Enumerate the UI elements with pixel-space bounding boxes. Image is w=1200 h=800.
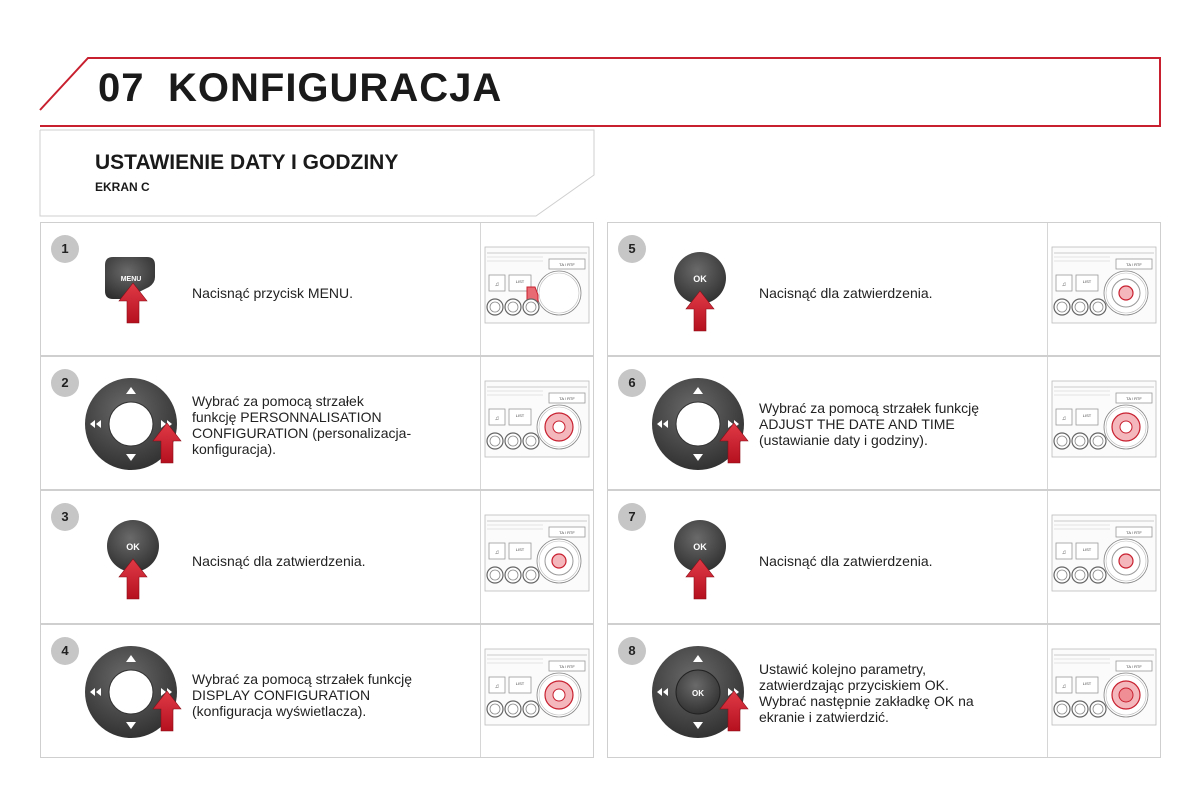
- svg-text:♫: ♫: [1061, 416, 1067, 422]
- svg-text:♫: ♫: [1061, 282, 1067, 288]
- step-card-7: [607, 490, 1161, 624]
- arrow-pad-ok-icon: [648, 635, 758, 749]
- divider: [1047, 491, 1048, 623]
- ok-button-icon: [81, 501, 191, 615]
- svg-text:LIST: LIST: [1082, 413, 1092, 418]
- svg-text:♫: ♫: [1061, 684, 1067, 690]
- step-card-4: [40, 624, 594, 758]
- step-number-badge: 8: [618, 637, 646, 665]
- arrow-pad-icon: [81, 635, 191, 749]
- arrow-pad-icon: [648, 367, 758, 481]
- menu-button-icon: [81, 233, 191, 347]
- step-instruction: Ustawić kolejno parametry, zatwierdzając przyciskiem OK. Wybrać następnie zakładkę OK na ekranie i zatwierdzić.: [759, 661, 974, 725]
- ok-button-icon: [648, 501, 758, 615]
- svg-text:TA / RTF: TA / RTF: [1126, 530, 1142, 535]
- svg-text:♫: ♫: [494, 282, 500, 288]
- divider: [480, 223, 481, 355]
- svg-text:TA / RTF: TA / RTF: [1126, 664, 1142, 669]
- radio-panel-illustration: [483, 647, 591, 727]
- step-card-8: [607, 624, 1161, 758]
- radio-panel-illustration: [1050, 647, 1158, 727]
- divider: [1047, 357, 1048, 489]
- step-instruction: Nacisnąć przycisk MENU.: [192, 285, 354, 301]
- step-instruction: Wybrać za pomocą strzałek funkcję DISPLAY CONFIGURATION (konfiguracja wyświetlacza).: [192, 671, 413, 719]
- chapter-number: 07: [98, 66, 145, 110]
- svg-text:LIST: LIST: [1082, 547, 1092, 552]
- svg-text:TA / RTF: TA / RTF: [559, 664, 575, 669]
- svg-text:LIST: LIST: [1082, 279, 1092, 284]
- divider: [1047, 625, 1048, 757]
- step-number-badge: 3: [51, 503, 79, 531]
- step-number-badge: 6: [618, 369, 646, 397]
- step-card-1: [40, 222, 594, 356]
- svg-text:OK: OK: [692, 689, 704, 698]
- svg-text:TA / RTF: TA / RTF: [559, 530, 575, 535]
- step-card-5: [607, 222, 1161, 356]
- step-number-badge: 5: [618, 235, 646, 263]
- svg-text:LIST: LIST: [515, 413, 525, 418]
- svg-text:LIST: LIST: [515, 547, 525, 552]
- step-instruction: Wybrać za pomocą strzałek funkcję ADJUST THE DATE AND TIME (ustawianie daty i godziny).: [759, 400, 980, 448]
- menu-key-label: MENU: [120, 276, 142, 283]
- step-number-badge: 1: [51, 235, 79, 263]
- ok-button-icon: [648, 233, 758, 347]
- ok-key-label: OK: [693, 274, 707, 284]
- section-subtitle: EKRAN C: [95, 180, 150, 194]
- svg-text:LIST: LIST: [515, 681, 525, 686]
- step-card-6: [607, 356, 1161, 490]
- radio-panel-illustration: [483, 379, 591, 459]
- step-instruction: Nacisnąć dla zatwierdzenia.: [759, 553, 933, 569]
- svg-text:♫: ♫: [494, 416, 500, 422]
- divider: [480, 625, 481, 757]
- step-instruction: Nacisnąć dla zatwierdzenia.: [759, 285, 933, 301]
- step-instruction: Wybrać za pomocą strzałek funkcję PERSONNALISATION CONFIGURATION (personalizacja- konfiguracja).: [192, 393, 412, 457]
- step-card-3: [40, 490, 594, 624]
- svg-text:LIST: LIST: [1082, 681, 1092, 686]
- radio-panel-illustration: [483, 513, 591, 593]
- section-title: USTAWIENIE DATY I GODZINY: [95, 151, 399, 174]
- svg-text:TA / RTF: TA / RTF: [559, 396, 575, 401]
- svg-text:TA / RTF: TA / RTF: [1126, 396, 1142, 401]
- divider: [480, 491, 481, 623]
- ok-key-label: OK: [693, 542, 707, 552]
- svg-text:TA / RTF: TA / RTF: [559, 262, 575, 267]
- arrow-pad-icon: [81, 367, 191, 481]
- step-number-badge: 7: [618, 503, 646, 531]
- svg-text:♫: ♫: [494, 684, 500, 690]
- svg-text:♫: ♫: [1061, 550, 1067, 556]
- step-number-badge: 4: [51, 637, 79, 665]
- svg-text:♫: ♫: [494, 550, 500, 556]
- svg-text:LIST: LIST: [515, 279, 525, 284]
- radio-panel-illustration: [1050, 513, 1158, 593]
- section-frame: [0, 120, 620, 230]
- step-card-2: [40, 356, 594, 490]
- radio-panel-illustration: [1050, 245, 1158, 325]
- ok-key-label: OK: [126, 542, 140, 552]
- radio-panel-illustration: [483, 245, 591, 325]
- step-instruction: Nacisnąć dla zatwierdzenia.: [192, 553, 366, 569]
- radio-panel-illustration: [1050, 379, 1158, 459]
- chapter-title: KONFIGURACJA: [168, 66, 503, 110]
- svg-text:TA / RTF: TA / RTF: [1126, 262, 1142, 267]
- step-number-badge: 2: [51, 369, 79, 397]
- divider: [1047, 223, 1048, 355]
- divider: [480, 357, 481, 489]
